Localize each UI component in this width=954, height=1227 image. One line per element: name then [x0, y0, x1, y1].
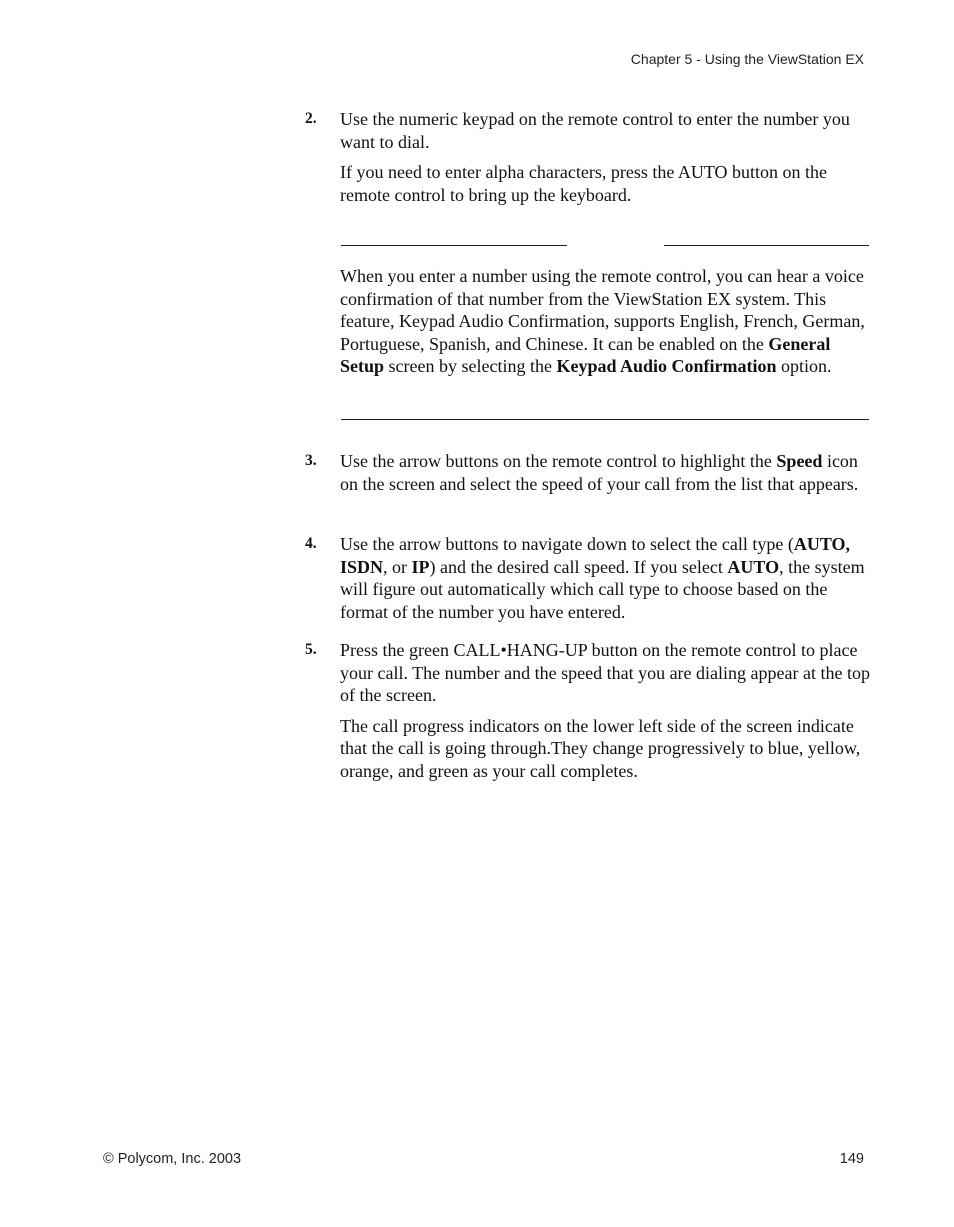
- step-bold-ip: IP: [411, 556, 430, 577]
- step-number: 2.: [305, 110, 317, 127]
- running-header: Chapter 5 - Using the ViewStation EX: [630, 51, 864, 67]
- step-number: 5.: [305, 641, 317, 658]
- note-rule-top-right: [664, 245, 869, 246]
- step-text-segment: icon on the screen and select the speed of your call from the list that appears.: [340, 451, 859, 494]
- page-number: 149: [839, 1151, 864, 1167]
- step-text: Press the green CALL•HANG-UP button on the remote control to place your call. The number and the speed that you are dialing appear at the top of the screen.: [340, 640, 870, 706]
- step-2: [305, 108, 870, 206]
- note-bold-keypad-audio: Keypad Audio Confirmation: [556, 356, 777, 377]
- step-4: [305, 533, 870, 623]
- step-text-segment: , or: [383, 556, 412, 577]
- step-5: [305, 639, 870, 783]
- step-text-segment: Use the arrow buttons on the remote control to highlight the: [340, 451, 777, 471]
- step-text: Use the numeric keypad on the remote control to enter the number you want to dial.: [340, 109, 850, 152]
- note-text-segment: When you enter a number using the remote control, you can hear a voice confirmation of that number from the ViewStation EX system. This feature, Keypad Audio Confirmation, supports English, French, German, Portuguese, Spanish, and Chinese. It can be enabled on the: [340, 266, 865, 354]
- step-bold-auto: AUTO: [727, 556, 780, 577]
- note-rule-top-left: [341, 245, 567, 246]
- note-text: [340, 265, 870, 378]
- step-followup: If you need to enter alpha characters, press the AUTO button on the remote control to bring up the keyboard.: [340, 162, 828, 205]
- step-bold-speed: Speed: [776, 451, 823, 471]
- step-text: [340, 450, 870, 495]
- note-rule-bottom: [341, 419, 869, 420]
- step-3: [305, 450, 870, 495]
- step-text-segment: Use the arrow buttons to navigate down to select the call type (: [340, 534, 794, 554]
- note-bold-general-setup: General Setup: [340, 333, 831, 377]
- step-bold-auto-isdn: AUTO, ISDN: [340, 534, 851, 577]
- step-number: 4.: [305, 535, 317, 552]
- note-text-segment: option.: [776, 356, 832, 377]
- footer-copyright: © Polycom, Inc. 2003: [103, 1151, 242, 1167]
- step-text: [340, 533, 870, 623]
- step-followup: The call progress indicators on the lower left side of the screen indicate that the call is going through.They change progressively to blue, yellow, orange, and green as your call completes.: [340, 715, 861, 781]
- step-text-segment: ) and the desired call speed. If you select: [429, 556, 728, 577]
- step-text-segment: , the system will figure out automatically which call type to choose based on the format of the number you have entered.: [340, 556, 865, 622]
- note-text-segment: screen by selecting the: [384, 356, 557, 377]
- step-number: 3.: [305, 452, 317, 469]
